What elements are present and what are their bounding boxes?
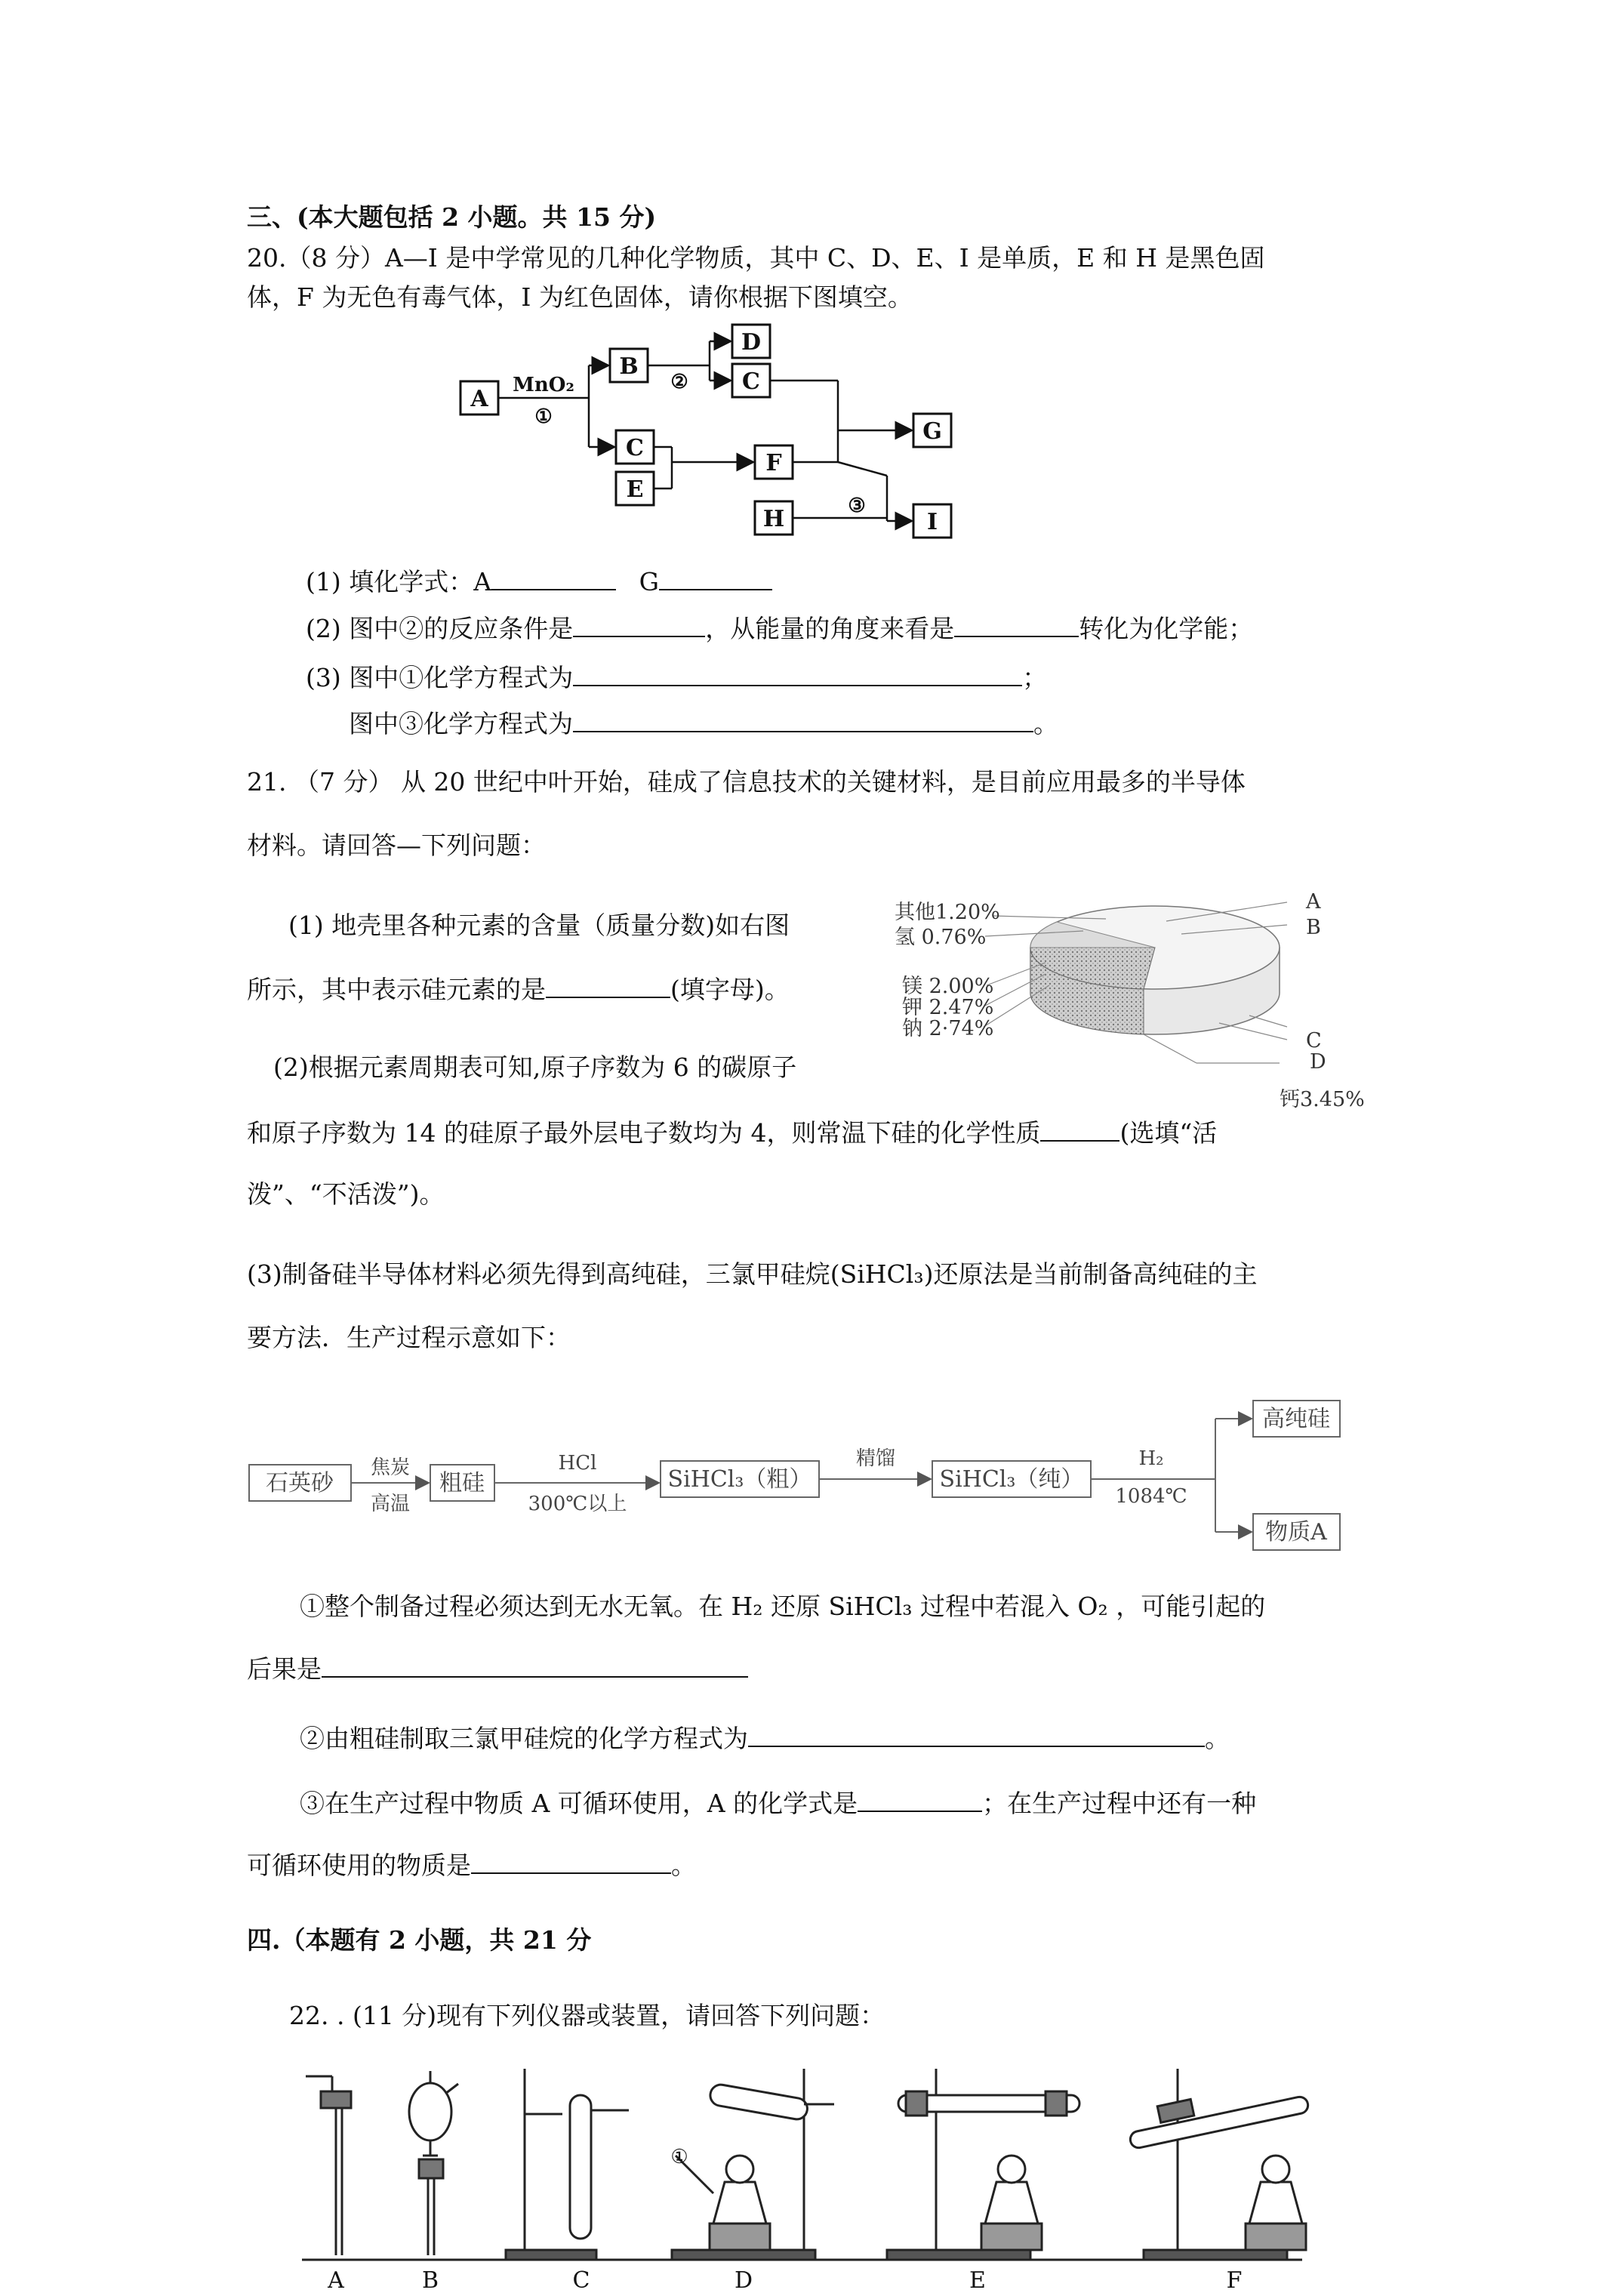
apparatus-d-marker: ① xyxy=(670,2146,688,2168)
q21-p2-options: (选填“活 xyxy=(1119,1118,1218,1148)
pie-label-other: 其他1.20% xyxy=(895,901,1000,924)
q21-intro-line1: 21. （7 分） 从 20 世纪中叶开始，硅成了信息技术的关键材料，是目前应用最多的半导体 xyxy=(247,767,1246,797)
label-a: A xyxy=(328,2267,344,2294)
q21-recycle-blank[interactable] xyxy=(471,1850,671,1874)
node-i: I xyxy=(926,509,938,535)
pie-label-potassium: 钾 2.47% xyxy=(902,996,994,1019)
label-circle-2: ② xyxy=(670,371,688,393)
section4-heading: 四.（本题有 2 小题，共 21 分 xyxy=(247,1925,592,1955)
apparatus-a xyxy=(306,2076,351,2255)
q21-sub3-line1 xyxy=(300,1788,1256,1819)
flow-high-temp: 高温 xyxy=(370,1493,411,1515)
q21-p3-line1: (3)制备硅半导体材料必须先得到高纯硅，三氯甲硅烷(SiHCl₃)还原法是当前制备高纯硅的主 xyxy=(247,1259,1258,1289)
diagram-labels xyxy=(513,371,866,517)
q20-condition-blank[interactable] xyxy=(573,613,705,637)
pie-label-calcium: 钙3.45% xyxy=(1280,1088,1365,1110)
flow-substance-a: 物质A xyxy=(1265,1519,1327,1546)
q20-part3a xyxy=(306,662,1047,693)
label-mno2: MnO₂ xyxy=(513,374,574,396)
label-b: B xyxy=(421,2267,439,2294)
apparatus-e xyxy=(887,2069,1079,2260)
flow-coke: 焦炭 xyxy=(370,1456,411,1479)
node-h: H xyxy=(762,506,785,532)
node-c1: C xyxy=(742,368,760,395)
q21-consequence-blank[interactable] xyxy=(322,1653,748,1678)
q20-part3b xyxy=(349,708,1058,739)
node-letters xyxy=(470,329,941,535)
q21-property-blank[interactable] xyxy=(1040,1117,1119,1142)
flow-hcl: HCl xyxy=(558,1452,597,1475)
node-d: D xyxy=(741,329,762,356)
q22-intro: 22. . (11 分)现有下列仪器或装置，请回答下列问题： xyxy=(289,2001,885,2030)
pie-label-magnesium: 镁 2.00% xyxy=(902,975,994,998)
q21-p1-line1: (1) 地壳里各种元素的含量（质量分数)如右图 xyxy=(288,911,790,940)
q21-sub1-line2 xyxy=(247,1653,748,1684)
q20-part3b-label: 图中③化学方程式为 xyxy=(349,709,573,738)
node-f: F xyxy=(765,450,782,476)
node-g: G xyxy=(922,418,942,445)
pie-letter-c: C xyxy=(1306,1029,1322,1052)
q21-p2-line1: (2)根据元素周期表可知,原子序数为 6 的碳原子 xyxy=(273,1052,797,1082)
flow-crude-si: 粗硅 xyxy=(439,1470,485,1496)
q20-intro-line1: 20.（8 分）A—I 是中学常见的几种化学物质，其中 C、D、E、I 是单质，E 和 H 是黑色固 xyxy=(247,243,1265,273)
flow-quartz: 石英砂 xyxy=(266,1470,334,1496)
label-d: D xyxy=(734,2267,753,2294)
q21-p2-line2 xyxy=(247,1117,1217,1148)
flow-sihcl3-crude: SiHCl₃（粗） xyxy=(667,1466,812,1493)
apparatus-figure xyxy=(291,2057,1332,2296)
q21-p2-line3: 泼”、“不活泼”)。 xyxy=(247,1179,445,1209)
q20-intro-line2: 体，F 为无色有毒气体，I 为红色固体，请你根据下图填空。 xyxy=(247,282,913,312)
q21-sub2 xyxy=(300,1723,1230,1754)
q20-part3a-end: ； xyxy=(1022,663,1048,692)
pie-body xyxy=(1030,906,1280,1034)
q21-intro-line2: 材料。请回答—下列问题： xyxy=(247,831,546,860)
label-circle-1: ① xyxy=(534,405,553,428)
apparatus-b xyxy=(409,2071,458,2255)
flow-sihcl3-pure: SiHCl₃（纯） xyxy=(939,1466,1084,1493)
flow-pure-si: 高纯硅 xyxy=(1262,1406,1330,1432)
q20-energy-blank[interactable] xyxy=(954,613,1079,637)
apparatus-c xyxy=(506,2069,629,2260)
pie-label-sodium: 钠 2·74% xyxy=(902,1017,994,1040)
node-c2: C xyxy=(626,435,644,461)
q20-g-label: G xyxy=(639,567,659,596)
label-c: C xyxy=(572,2267,590,2294)
node-e: E xyxy=(626,476,644,503)
q21-sub3-line2 xyxy=(247,1850,696,1881)
flow-distill: 精馏 xyxy=(855,1447,896,1470)
q20-g-blank[interactable] xyxy=(659,566,772,590)
q20-part2-mid: ，从能量的角度来看是 xyxy=(705,614,955,643)
pie-letter-b: B xyxy=(1306,916,1321,939)
q21-sub1-line1: ①整个制备过程必须达到无水无氧。在 H₂ 还原 SiHCl₃ 过程中若混入 O₂ ，可能引起的 xyxy=(300,1592,1266,1621)
section3-heading: 三、(本大题包括 2 小题。共 15 分) xyxy=(247,202,657,232)
crust-element-pie-chart xyxy=(895,887,1393,1110)
q21-a-formula-blank[interactable] xyxy=(858,1788,982,1812)
apparatus-d xyxy=(672,2069,834,2260)
flow-h2: H₂ xyxy=(1138,1447,1164,1470)
q21-p1-label: 所示，其中表示硅元素的是 xyxy=(247,975,546,1004)
label-circle-3: ③ xyxy=(848,495,866,517)
q21-p3-line2: 要方法．生产过程示意如下： xyxy=(247,1323,571,1352)
q20-a-blank[interactable] xyxy=(491,566,616,590)
q20-part1-label: (1) 填化学式：A xyxy=(306,567,492,596)
q20-part1 xyxy=(306,566,772,597)
node-a: A xyxy=(470,386,488,412)
q20-part3b-end: 。 xyxy=(1033,709,1058,738)
q20-reaction-diagram xyxy=(445,317,1019,551)
apparatus-f xyxy=(1129,2069,1309,2260)
q21-sub3-label2: 可循环使用的物质是 xyxy=(247,1851,471,1880)
q21-sub3-label: ③在生产过程中物质 A 可循环使用，A 的化学式是 xyxy=(300,1789,858,1818)
node-b: B xyxy=(619,353,639,380)
q20-eq3-blank[interactable] xyxy=(573,708,1033,732)
flow-temp1084: 1084℃ xyxy=(1115,1485,1187,1508)
q21-p2-label: 和原子序数为 14 的硅原子最外层电子数均为 4，则常温下硅的化学性质 xyxy=(247,1118,1041,1148)
label-f: F xyxy=(1226,2267,1243,2294)
flow-temp300: 300℃以上 xyxy=(528,1493,627,1515)
silicon-production-flow xyxy=(245,1389,1355,1563)
q20-part2-end: 转化为化学能； xyxy=(1079,614,1254,643)
pie-label-hydrogen: 氢 0.76% xyxy=(895,926,987,949)
q21-sub3-mid: ；在生产过程中还有一种 xyxy=(982,1789,1257,1818)
q20-eq1-blank[interactable] xyxy=(573,662,1022,686)
q21-p1-line2 xyxy=(247,974,790,1005)
q21-p1-end: (填字母)。 xyxy=(670,975,790,1004)
q21-eq-blank[interactable] xyxy=(748,1723,1205,1747)
pie-letter-d: D xyxy=(1310,1050,1326,1074)
label-e: E xyxy=(969,2267,986,2294)
q21-si-blank[interactable] xyxy=(546,974,670,998)
q21-sub3-end: 。 xyxy=(671,1851,696,1880)
q21-sub2-label: ②由粗硅制取三氯甲硅烷的化学方程式为 xyxy=(300,1724,748,1753)
q20-part3-label: (3) 图中①化学方程式为 xyxy=(306,663,574,692)
pie-letter-a: A xyxy=(1306,890,1321,914)
q21-sub2-end: 。 xyxy=(1205,1724,1230,1753)
q21-sub1-label: 后果是 xyxy=(247,1654,322,1684)
q20-part2 xyxy=(306,613,1253,644)
q20-part2-label: (2) 图中②的反应条件是 xyxy=(306,614,574,643)
